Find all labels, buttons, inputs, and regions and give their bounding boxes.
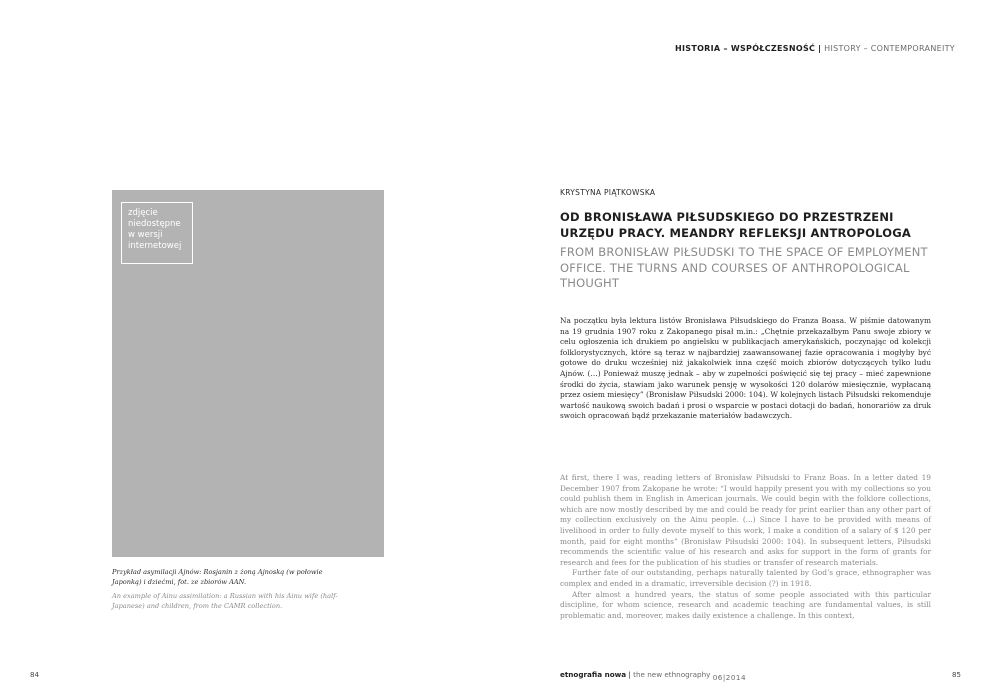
journal-footer [560, 670, 747, 682]
body-text-english [560, 473, 931, 621]
photo-placeholder [112, 190, 384, 557]
page-number-left: 84 [30, 671, 39, 679]
body-en-paragraph-1: At first, there I was, reading letters of Bronisław Piłsudski to Franz Boas. In a letter dated 19 December 1907 from Zakopane he wrote: “I would happily present you with my collections so you could publish them in English in American journals. We could begin with the folklore collections, which are now mostly described by me and could be ready for print earlier than any other part of my collection exclusively on the Ainu people. (...) Since I have to be provided with means of livelihood in order to fully devote myself to this work, I make a condition of a salary of $ 120 per month, paid for eight months” (Bronisław Piłsudski 2000: 104). In subsequent letters, Piłsudski recommends the scientific value of his research and asks for support in the form of grants for research and fees for the publication of his studies or transfer of research materials. [560, 473, 931, 567]
header-section-en: HISTORY – CONTEMPORANEITY [824, 44, 955, 53]
journal-name-english: the new ethnography [633, 670, 711, 679]
caption-polish: Przykład asymilacji Ajnów: Rosjanin z żoną Ajnoską (w połowie Japonką) i dziećmi, fot. ze zbiorów AAN. [112, 568, 323, 586]
caption-english: An example of Ainu assimilation: a Russian with his Ainu wife (half-Japanese) and children, from the CAMR collection. [112, 592, 338, 610]
running-header [600, 44, 955, 53]
header-section-pl: HISTORIA – WSPÓŁCZESNOŚĆ [674, 44, 816, 53]
article-author: KRYSTYNA PIĄTKOWSKA [560, 188, 656, 197]
body-text-polish: Na początku była lektura listów Bronisława Piłsudskiego do Franza Boasa. W piśmie datowanym na 19 grudnia 1907 roku z Zakopanego pisał m.in.: „Chętnie przekazałbym Panu swoje zbiory w celu ogłoszenia ich drukiem po angielsku w publikacjach amerykańskich, poczynając od kolekcji folklorystycznych, które są teraz w najbardziej zaawansowanej fazie opracowania i mogłyby być gotowe do druku wcześniej niż jakakolwiek inna część moich zbiorów dotyczących tylko ludu Ajnów. (…) Ponieważ muszę jednak – aby w zupełności poświęcić się tej pracy – mieć zapewnione środki do życia, stawiam jako warunek pensję w wysokości 120 dolarów miesięcznie, wypłacaną przez osiem miesięcy” (Bronisław Piłsudski 2000: 104). W kolejnych listach Piłsudski rekomenduje wartość naukową swoich badań i prosi o wsparcie w postaci dotacji do badań, honorariów za druk swoich opracowań bądź przekazanie materiałów badawczych. [560, 316, 931, 421]
article-title-english: FROM BRONISŁAW PIŁSUDSKI TO THE SPACE OF EMPLOYMENT OFFICE. THE TURNS AND COURSES OF ANTHROPOLOGICAL THOUGHT [560, 245, 928, 290]
issue-number: 06|2014 [712, 673, 747, 682]
footer-divider: | [628, 670, 631, 679]
header-divider: | [818, 44, 822, 53]
page-number-right: 85 [952, 671, 961, 679]
body-en-paragraph-2: Further fate of our outstanding, perhaps naturally talented by God’s grace, ethnographer was complex and ended in a dramatic, irreversible decision (?) in 1918. [560, 568, 931, 588]
journal-name: etnografia nowa [560, 670, 627, 679]
photo-unavailable-note: zdjęcie niedostępne w wersji internetowej [121, 202, 193, 264]
body-en-paragraph-3: After almost a hundred years, the status of some people associated with this particular discipline, for whom science, research and academic teaching are fundamental values, is still problematic and, moreover, makes daily existence a challenge. In this context, [560, 589, 931, 620]
article-title-polish: OD BRONISŁAWA PIŁSUDSKIEGO DO PRZESTRZENI URZĘDU PRACY. MEANDRY REFLEKSJI ANTROPOLOGA [560, 210, 911, 240]
